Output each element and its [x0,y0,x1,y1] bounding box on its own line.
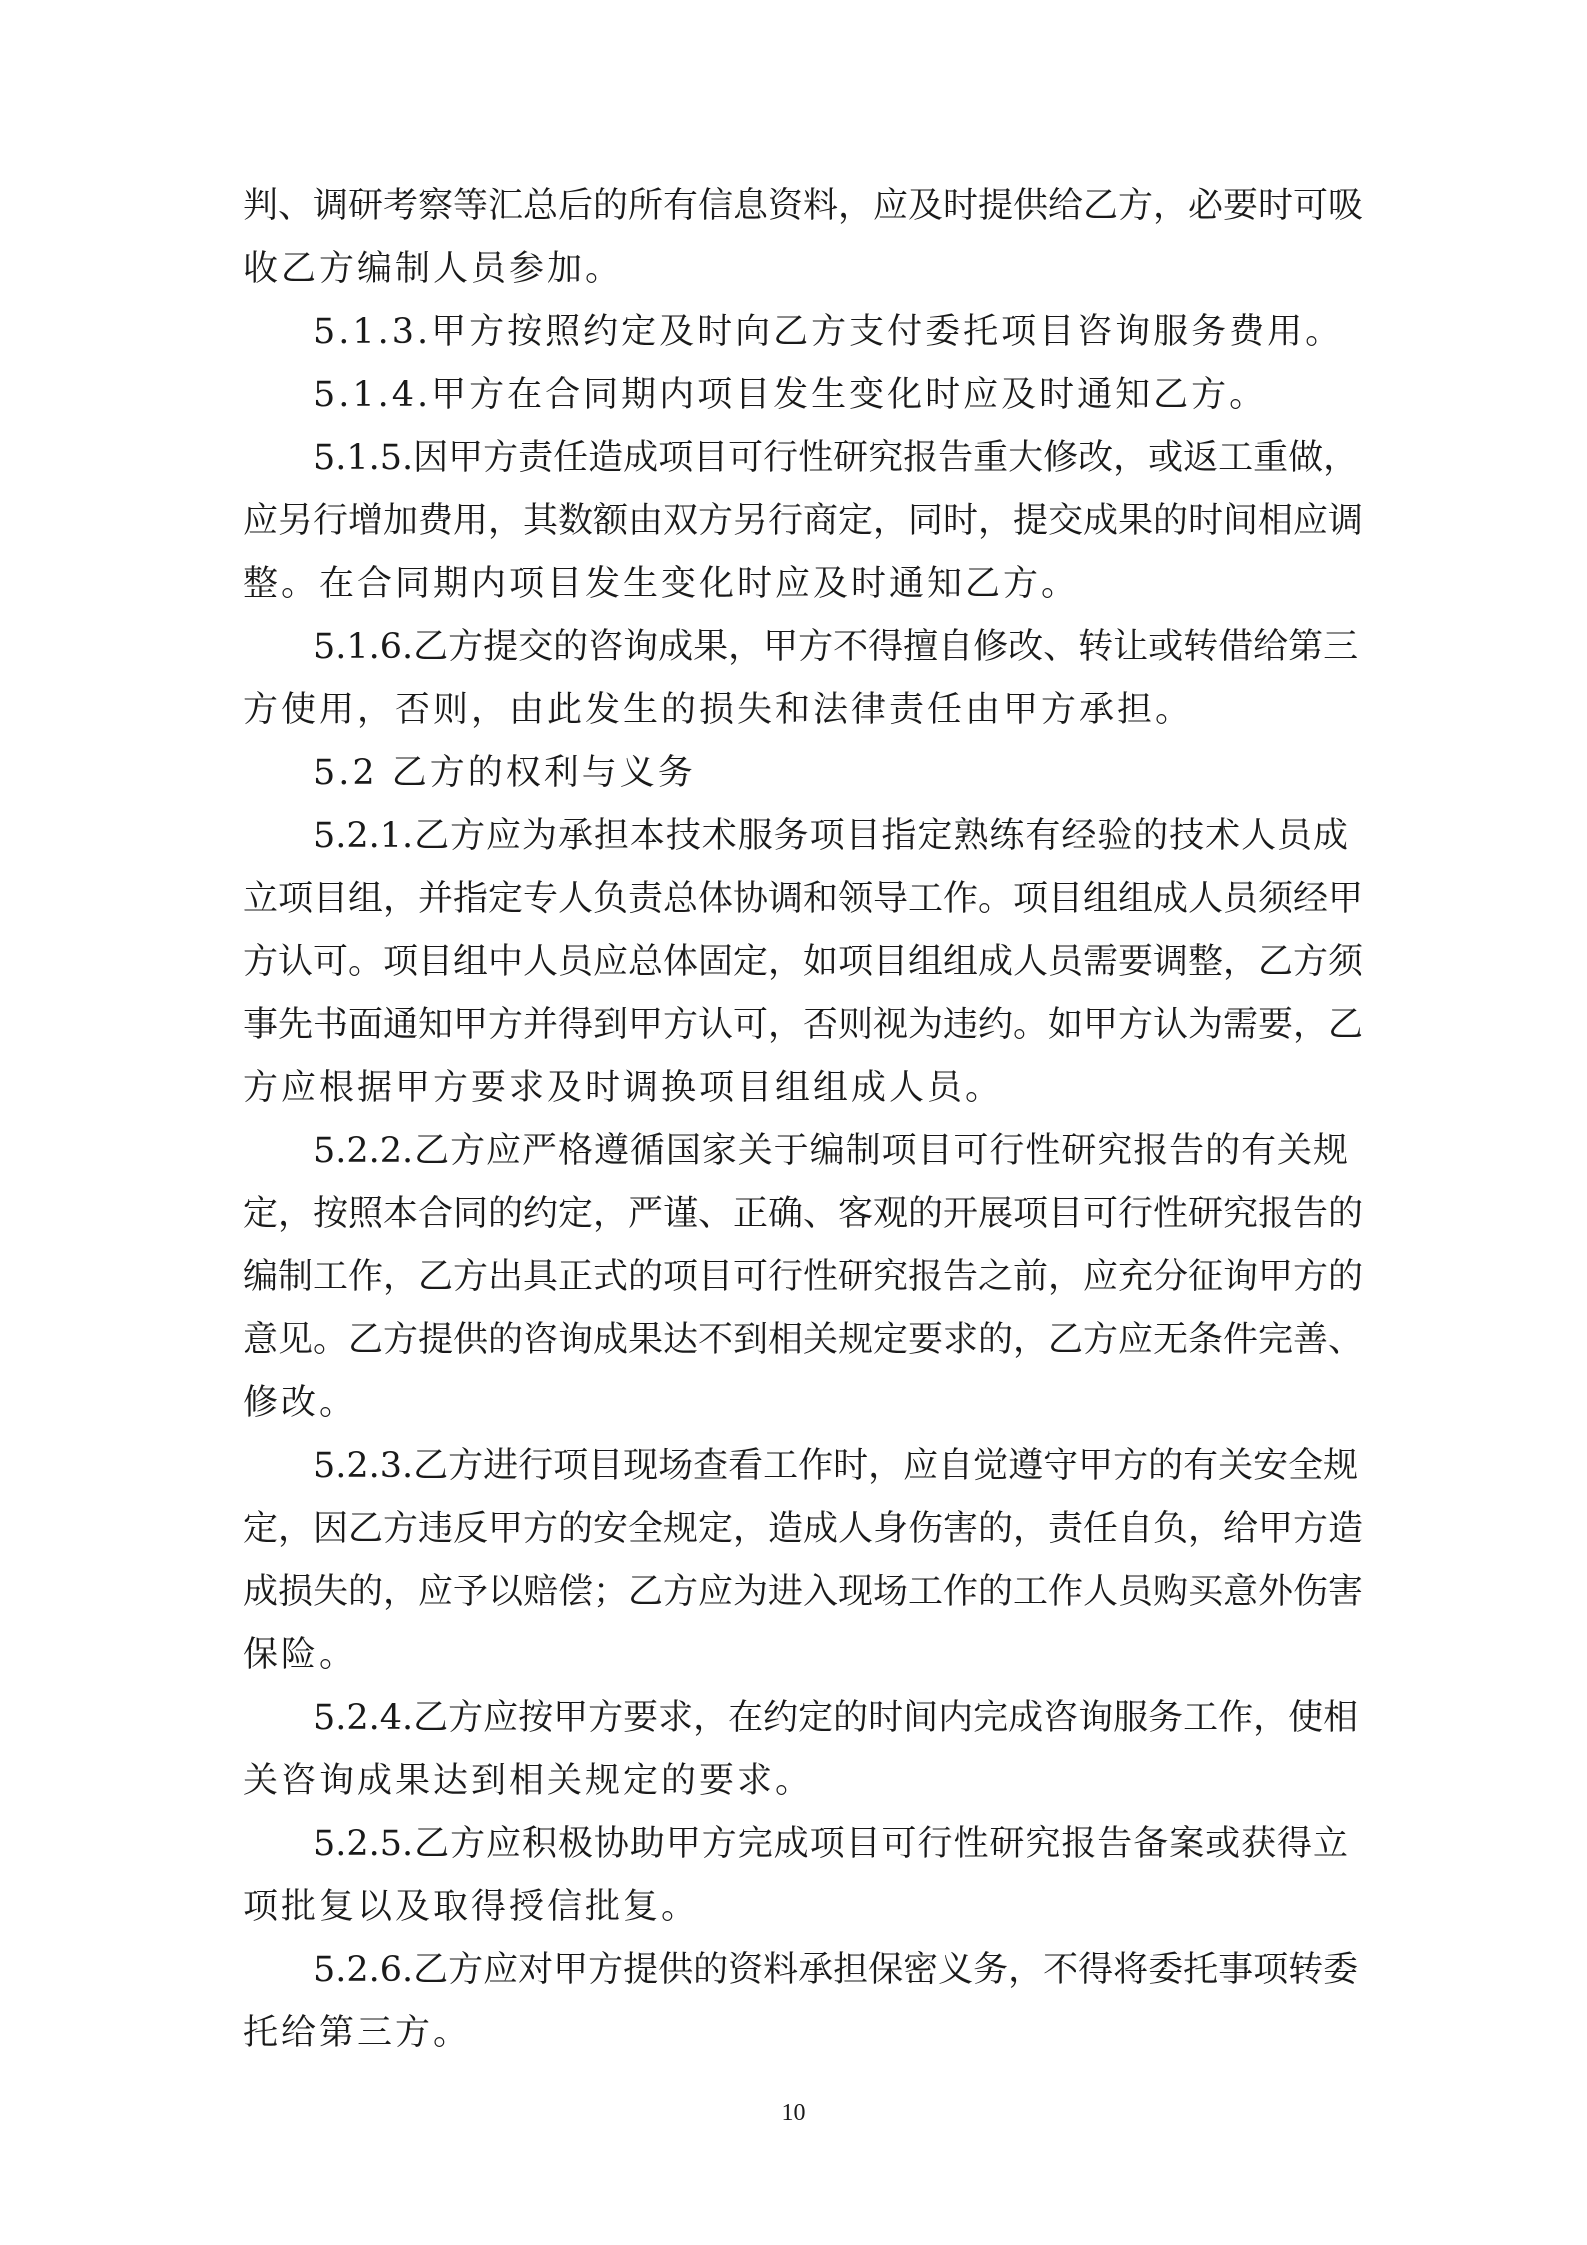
section-heading: 5.2 乙方的权利与义务 [313,753,696,793]
text-line: 整。在合同期内项目发生变化时应及时通知乙方。 [243,564,1080,604]
text-line: 立项目组，并指定专人负责总体协调和领导工作。项目组组成人员须经甲 [243,879,1364,919]
text-line: 定，因乙方违反甲方的安全规定，造成人身伤害的，责任自负，给甲方造 [243,1509,1364,1549]
text-line: 5.2.1.乙方应为承担本技术服务项目指定熟练有经验的技术人员成 [313,816,1348,856]
text-line: 判、调研考察等汇总后的所有信息资料，应及时提供给乙方，必要时可吸 [243,186,1364,226]
text-line: 5.2.2.乙方应严格遵循国家关于编制项目可行性研究报告的有关规 [313,1131,1348,1171]
text-line: 5.1.4.甲方在合同期内项目发生变化时应及时通知乙方。 [313,375,1268,415]
text-line: 方应根据甲方要求及时调换项目组组成人员。 [243,1068,1004,1108]
text-line: 方使用，否则，由此发生的损失和法律责任由甲方承担。 [243,690,1194,730]
page-number: 10 [781,2100,806,2126]
text-line: 修改。 [243,1383,358,1423]
text-line: 项批复以及取得授信批复。 [243,1887,700,1927]
text-line: 编制工作，乙方出具正式的项目可行性研究报告之前，应充分征询甲方的 [243,1257,1364,1297]
text-line: 定，按照本合同的约定，严谨、正确、客观的开展项目可行性研究报告的 [243,1194,1364,1234]
text-line: 事先书面通知甲方并得到甲方认可，否则视为违约。如甲方认为需要，乙 [243,1005,1364,1045]
text-line: 成损失的，应予以赔偿；乙方应为进入现场工作的工作人员购买意外伤害 [243,1572,1364,1612]
text-line: 收乙方编制人员参加。 [243,249,624,289]
text-line: 方认可。项目组中人员应总体固定，如项目组组成人员需要调整，乙方须 [243,942,1364,982]
text-line: 5.2.4.乙方应按甲方要求，在约定的时间内完成咨询服务工作，使相 [313,1698,1359,1738]
text-line: 5.1.5.因甲方责任造成项目可行性研究报告重大修改，或返工重做， [313,438,1359,478]
text-line: 应另行增加费用，其数额由双方另行商定，同时，提交成果的时间相应调 [243,501,1364,541]
text-line: 关咨询成果达到相关规定的要求。 [243,1761,814,1801]
text-line: 5.2.5.乙方应积极协助甲方完成项目可行性研究报告备案或获得立 [313,1824,1348,1864]
text-line: 保险。 [243,1635,358,1675]
text-line: 5.2.6.乙方应对甲方提供的资料承担保密义务，不得将委托事项转委 [313,1950,1359,1990]
text-line: 5.1.3.甲方按照约定及时向乙方支付委托项目咨询服务费用。 [313,312,1344,352]
text-line: 5.1.6.乙方提交的咨询成果，甲方不得擅自修改、转让或转借给第三 [313,627,1359,667]
text-line: 托给第三方。 [243,2013,472,2053]
text-line: 意见。乙方提供的咨询成果达不到相关规定要求的，乙方应无条件完善、 [243,1320,1364,1360]
text-line: 5.2.3.乙方进行项目现场查看工作时，应自觉遵守甲方的有关安全规 [313,1446,1359,1486]
